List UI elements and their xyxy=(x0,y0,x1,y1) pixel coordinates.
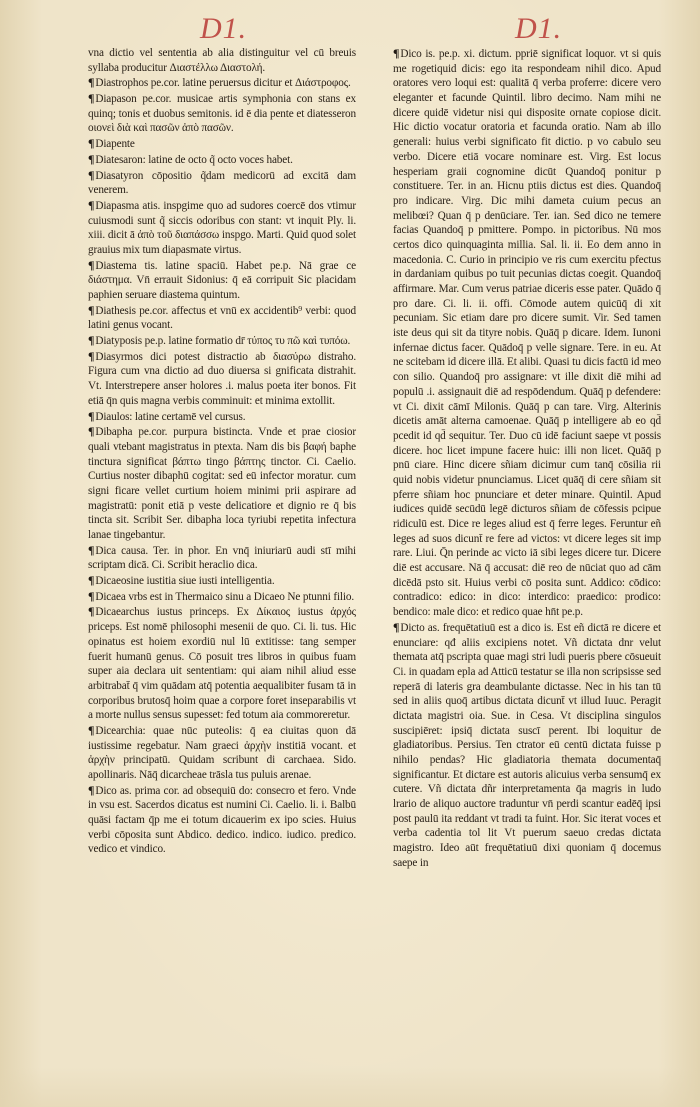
dictionary-entry xyxy=(88,589,356,605)
pilcrow-icon: ¶ xyxy=(88,333,95,348)
pilcrow-icon: ¶ xyxy=(393,619,400,634)
pilcrow-icon: ¶ xyxy=(88,197,95,212)
entry-text: Dica causa. Ter. in phor. En vnq̄ iniuriarū audi stī mihi scriptam dicā. Ci. Scribit heraclio dica. xyxy=(88,544,356,572)
pilcrow-icon: ¶ xyxy=(88,91,95,106)
entry-text: Diasatyron cōpositio q̃dam medicorū ad excitā dam venerem. xyxy=(88,169,356,197)
left-column xyxy=(88,46,356,857)
entry-text: Diathesis pe.cor. affectus et vnū ex accidentib⁹ verbi: quod latini genus vocant. xyxy=(88,304,356,332)
dictionary-entry xyxy=(393,620,661,871)
dictionary-entry xyxy=(88,409,356,425)
dictionary-entry xyxy=(88,604,356,723)
pilcrow-icon: ¶ xyxy=(88,302,95,317)
dictionary-entry xyxy=(88,349,356,409)
entry-text: Diatesaron: latine de octo q̃ octo voces habet. xyxy=(95,153,293,166)
pilcrow-icon: ¶ xyxy=(88,348,95,363)
pilcrow-icon: ¶ xyxy=(393,46,400,60)
pilcrow-icon: ¶ xyxy=(88,542,95,557)
dictionary-entry xyxy=(88,75,356,91)
pilcrow-icon: ¶ xyxy=(88,573,95,588)
pilcrow-icon: ¶ xyxy=(88,604,95,619)
entry-text: Dicaea vrbs est in Thermaico sinu a Dicaeo Ne ptunni filio. xyxy=(95,590,355,603)
entry-text: Dibapha pe.cor. purpura bistincta. Vnde et prae ciosior quali vtebant magistratus in ptexta. Nam dis bis βαφή baphe tinctura significat βάπτω tingo βάπτης tinctor. Ci. Caelio. Curtius noster dibaphū cogitat: sed eū infector moratur. cum signi ficare vellet curtium hoiem minimi prii aspirare ad magistratū: ponit etiā p veste delicatiore et dignio re q̄ bis tincta sit. Scribit Ser. dibapha loca tyriubi repetita infectura lanae tingebantur. xyxy=(88,426,356,541)
entry-text: Dico as. prima cor. ad obsequiū do: consecro et fero. Vnde in vsu est. Sacerdos dicatus est numini Ci. Caelio. li. i. Balbū quāsi factam q̄p me ei totum dicauerim ex ipo scies. Huius verbi cōposita sunt Abdico. dedico. indico. iudico. predico. vedico et vindico. xyxy=(88,784,356,856)
dictionary-entry xyxy=(88,543,356,573)
pilcrow-icon: ¶ xyxy=(88,588,95,603)
pilcrow-icon: ¶ xyxy=(88,136,95,151)
entry-text: Diatyposis pe.p. latine formatio dr̄ τύπος τυ πῶ καὶ τυπόω. xyxy=(95,335,351,348)
dictionary-entry xyxy=(88,303,356,333)
entry-text: Dicaeosine iustitia siue iusti intelligentia. xyxy=(95,575,275,588)
dictionary-entry xyxy=(88,573,356,589)
entry-text: vna dictio vel sententia ab alia distinguitur vel cū breuis syllaba producitur Διαστέλλω Διαστολή. xyxy=(88,47,356,74)
entry-text: Diasyrmos dici potest distractio ab διασύρω distraho. Figura cum vna dictio ad duo diuersa si gnificata distrahit. Vt. Interstrepere anser holores .i. malus poeta iter bonos. Fit etiā q̄n quis magna verbis comminuit: et minima extollit. xyxy=(88,350,356,407)
entry-text: Dicto as. frequētatiuū est a dico is. Est eñ dictā re dicere et enunciare: qđ aliis excipiens notet. Vñ dictata dnr velut themata atq̄ pscripta quae magi stri ludi pueris pbere cōsueuit Ci. in quadam epla ad Atticū testatur se illa non scripsisse sed reperā di lateris gra deambulante dictasse. Nec in his tan tū sed in aliis quoq̄ artibus dictata dicunt̄ vt illud Iuuc. Peragit dictata magistri oia. Sue. in Cesa. Vt disciplina singulos suscipiēret: ipsiq̄ dictata suscī perent. Ibi loquitur de gladiatoribus. Persius. Ten ctrator eū centū dictata fuisse p nihilo pendas? Hic gladiatoria themata documentaq̄ significantur. Et dictare est autoris alicuius verba sensumq̄ ex cutere. Vñ dictata dñr interpretamenta q̄a magris in ludo lrario de aliquo auctore traduntur vn̄ perdi scantur eadēq̄ ipsi post paulū ita reddant vt tradi ta fuint. Hor. Sic iterat voces et verba cadentia tol lit Vt puerum saeuo credas dictata magistro. Ideo aūt frequētatiuū dixi quoniam q̄ docemus saepe in xyxy=(393,621,661,869)
entry-text: Diapasma atis. inspgime quo ad sudores coercē dos vtimur cuiusmodi sunt q̃ siccis odoribus con stant: vt inquit Ply. li. xiii. dicit ā ἀπὸ τοῦ διαπάσσω inspgo. Marti. Quid quod solet grauius mix tum diapasmate virtus. xyxy=(88,199,356,256)
dictionary-entry xyxy=(88,91,356,136)
pilcrow-icon: ¶ xyxy=(88,424,95,439)
entry-text: Diaulos: latine certamē vel cursus. xyxy=(95,410,246,423)
dictionary-entry xyxy=(88,333,356,349)
dictionary-entry xyxy=(88,783,356,857)
dictionary-entry xyxy=(88,424,356,543)
entry-text: Diastrophos pe.cor. latine peruersus dicitur et Διάστροφος. xyxy=(95,77,351,90)
pilcrow-icon: ¶ xyxy=(88,151,95,166)
dictionary-entry xyxy=(88,152,356,168)
pilcrow-icon: ¶ xyxy=(88,782,95,797)
entry-text: Diapente xyxy=(95,138,135,151)
page-bottom-shade xyxy=(0,1067,700,1107)
pilcrow-icon: ¶ xyxy=(88,408,95,423)
dictionary-entry xyxy=(88,198,356,258)
dictionary-entry xyxy=(88,46,356,75)
dictionary-entry xyxy=(88,168,356,198)
pilcrow-icon: ¶ xyxy=(88,722,95,737)
entry-text: Diapason pe.cor. musicae artis symphonia con stans ex quinq; tonis et duobus semitonis. id ē dia pente et diatesseron οιονεὶ διὰ καὶ πασῶν ἀπὸ πασῶν. xyxy=(88,93,356,135)
running-head-left: D1. xyxy=(200,12,248,45)
right-column xyxy=(393,46,661,871)
entry-text: Dico is. pe.p. xi. dictum. ppriē significat loquor. vt si quis me rogetiquid dicis: ego ita respondeam nihil dico. Apud oratores vero loqui est: qualitā q̄ verba proferre: dicere vero eleganter et facunde Quintil. libro decimo. Nam mihi ne dicere quidē videtur nisi qui disposite ornate copiose dicit. Hic dictio vocatur oratoria et facunda oratio. Nam ab illo generali: huius verbi significato fit dictio. p vo cabulo seu verbo. Dicere etiā vocare nominare est. Virg. Est locus hesperiam graii cognomine dicūt Quandoq̄ ponitur p constituere. Ter. in an. Hicnu ptiis dictus est dies. Quandoq̄ pro indicare. Virg. Dic mihi dameta cuium pecus an melibœi? Quan q̄ p denūciare. Ter. ian. Sed dico ne temere facias Quandoq̄ p pmittere. Pompo. in pictoribus. Nū mos certos dico quinquaginta millia. Sal. li. ii. Eo dem anno in macedonia. C. Curio in principio ve ris cum exercitu pfectus in dardaniam quibus po tuit pecunias dictas coegit. Quandoq̄ affirmare. Mar. Cum verus patriae diceris esse pater. Quādo q̄ pro dare. Ci. li. ii. offi. Cōmode autem quicūq̄ di xit pecuniam. Sic etiam dare pro dicere sumit. Vir. Sed tamen iste deus qui sit da tityre nobis. Quāq̄ p dicare. Idem. Iunoni infernae dictus facer. Quādoq̄ p velle signare. Tere. in eu. At ne scitebam id dicere illā. Et alibi. Quasi tu dicis factū id meo con silio. Quandoq̄ pro assignare: vt ille dixit diē mihi ad populū .i. assignauit diē ad respōdendum. Quāq̄ p defendere: vt Ci. dixit cāmī Milonis. Quāq̄ p can tare. Virg. Alterinis dicetis amāt alterna camoenae. Quāq̄ p intelligere ab eo qd̄ pcedit id qd̄ sequitur. Ter. Duo cū idē faciunt saepe vt possis dicere. hoc licet impune facere huic: illi non licet. Quāq̄ p pnū ciare. Hinc dicere sñiam dicimur cum tanq̄ cōsilia rii quid nobis videtur pnunciamus. Licet quāq̄ di cere sñiam sit pferre sñiam hoc pnunciare et deter minare. Quintil. Apud iudices quidē secūdū legē dicturos sñiam de cōfessis pcipue ridiculū est. Dice re leges aliud est q̄ ferre leges. Feruntur eñ leges ad suos dicunt̄ re fere ad victos: vt dicere leges sit imp rare. Liui. Q̄n perinde ac victo iā sibi leges dicere tur. Dicere diē est accusare. Nā q̄ accusat: diē reo de nūciat quo ad cām dicēdā psto sit. Huius verbi cō posita sunt. Addico: cōdico: contradico: edico: in dico: interdico: praedico: prodico: bendico: male dico: et redico quae hn̄t pe.p. xyxy=(393,48,661,619)
pilcrow-icon: ¶ xyxy=(88,75,95,90)
entry-text: Dicearchia: quae nūc puteolis: q̄ ea ciuitas quon dā iustissime regebatur. Nam graeci ἀρχὴν institiā vocant. et ἀρχὴν principatū. Quidam scribunt di carchaea. Sido. apollinaris. Nāq̄ dicarcheae trāsla tus puluis arenae. xyxy=(88,724,356,781)
dictionary-entry xyxy=(393,46,661,620)
pilcrow-icon: ¶ xyxy=(88,257,95,272)
dictionary-entry xyxy=(88,136,356,152)
dictionary-entry xyxy=(88,723,356,783)
pilcrow-icon: ¶ xyxy=(88,167,95,182)
entry-text: Dicaearchus iustus princeps. Ex Δίκαιος iustus ἀρχός priceps. Est nomē philosophi mesenii de quo. Ci. li. tus. Hic opinatus est hoiem exordiū nul lū extitisse: tang semper fuerit humanū genus. Cō posuit tres libros in quibus fuam super aia declara uit sententiam: qui aiam nihil aliud esse arbitrabat̄ q̄ vim quādam atq̄ potentia aequalibiter fusam tā in corporibus brutosq̄ hoim quae a corpore foret inseparabilis vt a morte nullus sensus supesset: fed totum aia commoreretur. xyxy=(88,606,356,722)
entry-text: Diastema tis. latine spaciū. Habet pe.p. Nā grae ce διάστημα. Vn̄ errauit Sidonius: q̄ eā corripuit Sic placidam paphien seruare diastema quintum. xyxy=(88,259,356,301)
dictionary-entry xyxy=(88,258,356,303)
running-head-right: D1. xyxy=(515,12,563,45)
